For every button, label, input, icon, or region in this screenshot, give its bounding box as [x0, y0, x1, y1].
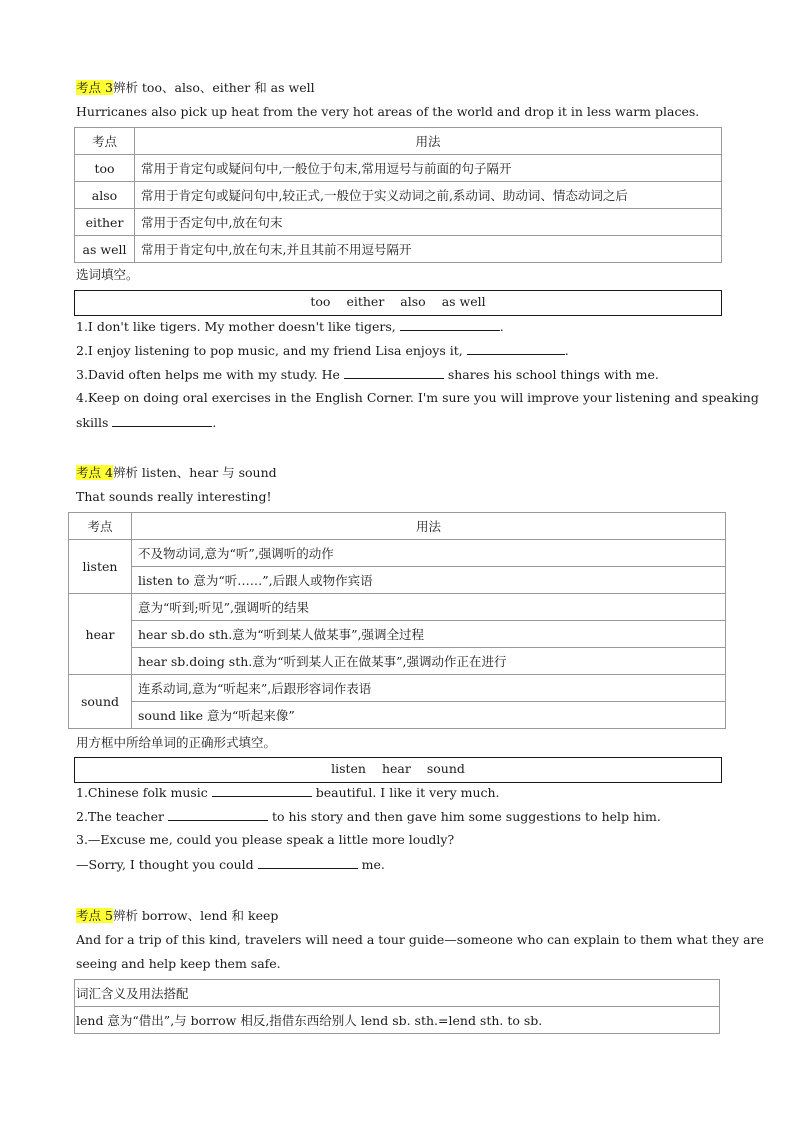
answer-blank[interactable]: [258, 856, 358, 869]
usage-table-5: [74, 979, 720, 1034]
section-title: 辨析 borrow、lend 和 keep: [112, 908, 279, 923]
answer-blank[interactable]: [168, 808, 268, 821]
table-value: hear sb.do sth.意为“听到某人做某事”,强调全过程: [132, 621, 726, 648]
table-header: 用法: [135, 128, 722, 155]
table-key: too: [75, 155, 135, 182]
question: 3.David often helps me with my study. He shares his school things with me.: [76, 367, 659, 382]
table-key: as well: [75, 236, 135, 263]
table-header: 考点: [69, 513, 132, 540]
word-option: too: [310, 294, 331, 309]
table-header: 考点: [75, 128, 135, 155]
table-value: 常用于肯定句或疑问句中,较正式,一般位于实义动词之前,系动词、助动词、情态动词之后: [135, 182, 722, 209]
table-key: sound: [69, 675, 132, 729]
question: 2.The teacher to his story and then gave him some suggestions to help him.: [76, 809, 661, 824]
instruction: 选词填空。: [76, 267, 139, 282]
table-key: also: [75, 182, 135, 209]
section-title: 辨析 too、also、either 和 as well: [112, 80, 315, 95]
answer-blank[interactable]: [400, 318, 500, 331]
table-value: 不及物动词,意为“听”,强调听的动作: [132, 540, 726, 567]
word-option: listen: [331, 761, 366, 776]
answer-blank[interactable]: [344, 366, 444, 379]
table-value: lend 意为“借出”,与 borrow 相反,指借东西给别人 lend sb. sth.=lend sth. to sb.: [75, 1007, 720, 1034]
question: 1.I don't like tigers. My mother doesn't like tigers, .: [76, 319, 504, 334]
question: 4.Keep on doing oral exercises in the English Corner. I'm sure you will improve your listening and speaking: [76, 390, 759, 405]
answer-blank[interactable]: [212, 784, 312, 797]
table-key: hear: [69, 594, 132, 675]
table-key: listen: [69, 540, 132, 594]
usage-table-4: [68, 512, 726, 729]
example-sentence: That sounds really interesting!: [76, 489, 272, 504]
word-box: [74, 757, 722, 783]
word-option: as well: [441, 294, 486, 309]
table-header: 用法: [132, 513, 726, 540]
word-option: sound: [426, 761, 465, 776]
table-key: either: [75, 209, 135, 236]
table-value: 连系动词,意为“听起来”,后跟形容词作表语: [132, 675, 726, 702]
table-value: hear sb.doing sth.意为“听到某人正在做某事”,强调动作正在进行: [132, 648, 726, 675]
table-value: listen to 意为“听……”,后跟人或物作宾语: [132, 567, 726, 594]
section-tag: 考点 4: [76, 465, 113, 480]
word-box: [74, 290, 722, 316]
section-4-heading: [76, 463, 277, 481]
question-continued: —Sorry, I thought you could me.: [76, 857, 385, 872]
section-title: 辨析 listen、hear 与 sound: [112, 465, 277, 480]
table-value: 常用于否定句中,放在句末: [135, 209, 722, 236]
usage-table-3: [74, 127, 722, 263]
example-sentence: And for a trip of this kind, travelers will need a tour guide—someone who can explain to them what they are: [76, 932, 764, 947]
table-value: 常用于肯定句中,放在句末,并且其前不用逗号隔开: [135, 236, 722, 263]
example-sentence: Hurricanes also pick up heat from the very hot areas of the world and drop it in less warm places.: [76, 104, 700, 119]
answer-blank[interactable]: [467, 342, 565, 355]
answer-blank[interactable]: [112, 414, 212, 427]
section-tag: 考点 5: [76, 908, 113, 923]
table-value: 意为“听到;听见”,强调听的结果: [132, 594, 726, 621]
section-5-heading: [76, 906, 278, 924]
word-option: also: [400, 294, 426, 309]
table-header: 词汇含义及用法搭配: [75, 980, 720, 1007]
table-value: sound like 意为“听起来像”: [132, 702, 726, 729]
instruction: 用方框中所给单词的正确形式填空。: [76, 735, 277, 750]
section-3-heading: [76, 78, 315, 96]
word-option: hear: [381, 761, 411, 776]
table-value: 常用于肯定句或疑问句中,一般位于句末,常用逗号与前面的句子隔开: [135, 155, 722, 182]
question: 2.I enjoy listening to pop music, and my friend Lisa enjoys it, .: [76, 343, 569, 358]
question: 1.Chinese folk music beautiful. I like it very much.: [76, 785, 500, 800]
question: 3.—Excuse me, could you please speak a little more loudly?: [76, 832, 455, 847]
question-continued: skills .: [76, 415, 217, 430]
section-tag: 考点 3: [76, 80, 113, 95]
word-option: either: [346, 294, 385, 309]
example-sentence-continued: seeing and help keep them safe.: [76, 956, 281, 971]
